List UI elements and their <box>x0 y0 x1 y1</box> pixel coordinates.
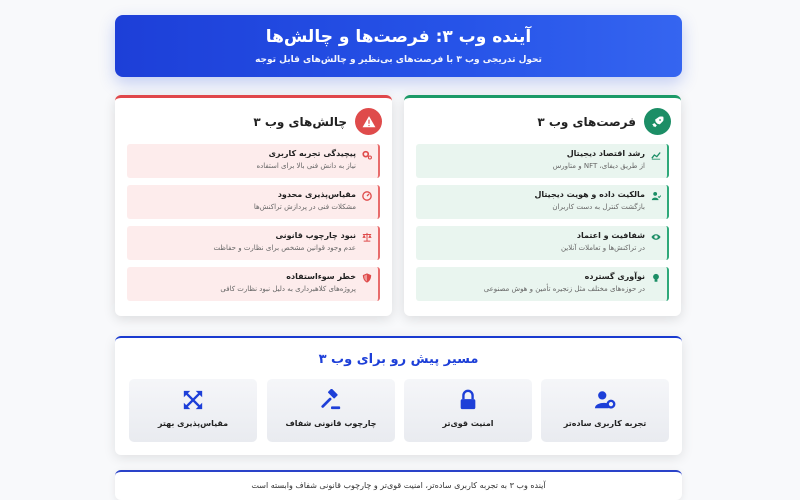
challenge-item-desc: عدم وجود قوانین مشخص برای نظارت و حفاظت <box>213 244 356 252</box>
opportunity-item <box>416 185 669 219</box>
path-tile-label: امنیت قوی‌تر <box>442 419 494 428</box>
path-forward-section <box>115 336 682 455</box>
challenge-item-title: مقیاس‌پذیری محدود <box>277 190 356 199</box>
challenge-item-desc: مشکلات فنی در پردازش تراکنش‌ها <box>253 203 356 211</box>
expand-arrows-icon <box>182 389 204 411</box>
cogs-icon <box>362 150 372 160</box>
page-subtitle: تحول تدریجی وب ۳ با فرصت‌های بی‌نظیر و چالش‌های قابل توجه <box>255 55 542 65</box>
opportunity-item <box>416 226 669 260</box>
opportunity-item-title: شفافیت و اعتماد <box>576 231 645 240</box>
path-tile-label: چارچوب قانونی شفاف <box>285 419 377 428</box>
opportunities-title: فرصت‌های وب ۳ <box>537 114 636 129</box>
challenge-item <box>127 144 380 178</box>
challenge-item-desc: پروژه‌های کلاهبرداری به دلیل نبود نظارت کافی <box>220 285 356 293</box>
user-cog-icon <box>594 389 616 411</box>
lock-icon <box>457 389 479 411</box>
path-tile <box>541 379 669 442</box>
path-forward-title: مسیر پیش رو برای وب ۳ <box>318 352 479 367</box>
chart-line-icon <box>651 150 661 160</box>
path-tile <box>267 379 395 442</box>
warning-icon <box>355 108 382 135</box>
opportunity-item-desc: از طریق دیفای، NFT و متاورس <box>552 162 645 170</box>
header-banner <box>115 15 682 77</box>
page-title: آینده وب ۳: فرصت‌ها و چالش‌ها <box>265 27 532 47</box>
footer-note <box>115 470 682 500</box>
lightbulb-icon <box>651 273 661 283</box>
opportunity-item-title: مالکیت داده و هویت دیجیتال <box>534 190 645 199</box>
rocket-icon <box>644 108 671 135</box>
footer-text: آینده وب ۳ به تجربه کاربری ساده‌تر، امنیت قوی‌تر و چارچوب قانونی شفاف وابسته است <box>251 481 546 490</box>
balance-scale-icon <box>362 232 372 242</box>
challenge-item <box>127 226 380 260</box>
challenge-item-title: نبود چارچوب قانونی <box>275 231 356 240</box>
opportunity-item <box>416 144 669 178</box>
opportunity-item-desc: بازگشت کنترل به دست کاربران <box>552 203 645 211</box>
path-tile-label: مقیاس‌پذیری بهتر <box>157 419 229 428</box>
challenge-item <box>127 185 380 219</box>
eye-icon <box>651 232 661 242</box>
path-tile <box>129 379 257 442</box>
opportunity-item-title: رشد اقتصاد دیجیتال <box>566 149 645 158</box>
opportunities-card <box>404 95 681 316</box>
opportunity-item-title: نوآوری گسترده <box>584 272 645 281</box>
challenges-card <box>115 95 392 316</box>
challenge-item <box>127 267 380 301</box>
challenge-item-title: خطر سوءاستفاده <box>286 272 356 281</box>
challenge-item-title: پیچیدگی تجربه کاربری <box>268 149 356 158</box>
challenges-title: چالش‌های وب ۳ <box>253 114 347 129</box>
user-check-icon <box>651 191 661 201</box>
path-tile <box>404 379 532 442</box>
challenge-item-desc: نیاز به دانش فنی بالا برای استفاده <box>256 162 356 170</box>
opportunity-item <box>416 267 669 301</box>
gauge-icon <box>362 191 372 201</box>
opportunity-item-desc: در حوزه‌های مختلف مثل زنجیره تأمین و هوش مصنوعی <box>483 285 645 293</box>
shield-icon <box>362 273 372 283</box>
path-tile-label: تجربه کاربری ساده‌تر <box>563 419 647 428</box>
gavel-icon <box>320 389 342 411</box>
opportunity-item-desc: در تراکنش‌ها و تعاملات آنلاین <box>560 244 645 252</box>
